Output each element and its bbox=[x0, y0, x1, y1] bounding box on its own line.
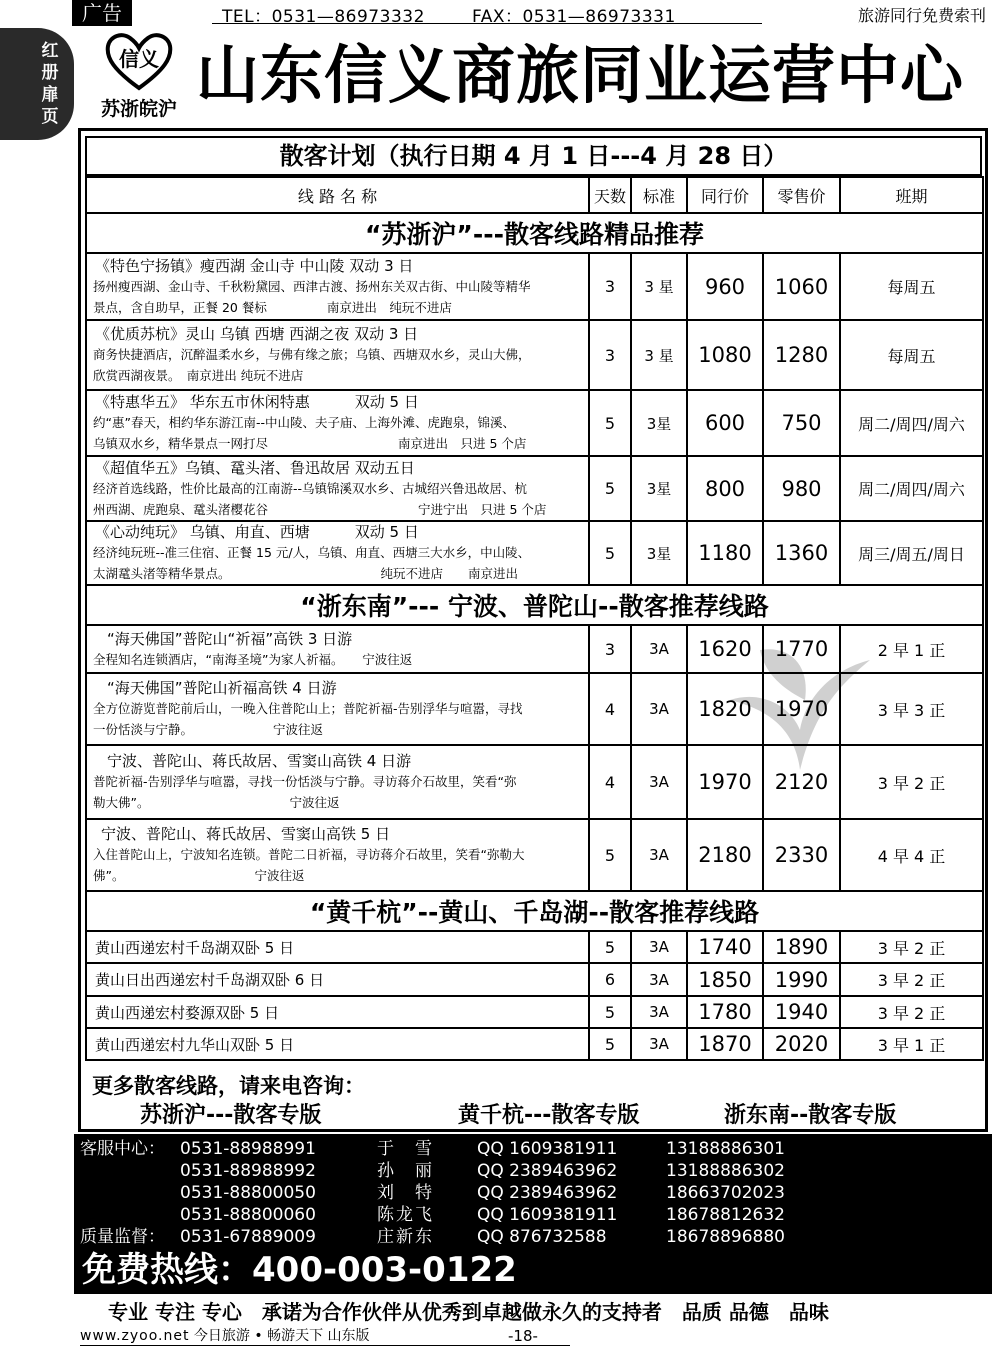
table-row bbox=[86, 673, 983, 745]
route-title: 宁波、普陀山、蒋氏故居、雪窦山高铁 5 日 bbox=[101, 825, 391, 843]
contact-phone: 0531-88988992 bbox=[180, 1161, 316, 1181]
page-title: 山东信义商旅同业运营中心 bbox=[196, 39, 964, 112]
retail-price: 1990 bbox=[763, 963, 840, 996]
days: 5 bbox=[589, 819, 631, 891]
table-row bbox=[86, 253, 983, 320]
footer bbox=[80, 1326, 570, 1346]
schedule: 3 早 3 正 bbox=[840, 673, 983, 745]
col-route: 线 路 名 称 bbox=[86, 177, 589, 213]
section-heading: “苏浙沪”---散客线路精品推荐 bbox=[86, 213, 983, 253]
col-peer-price: 同行价 bbox=[687, 177, 763, 213]
peer-price: 1780 bbox=[687, 996, 763, 1028]
level: 3星 bbox=[631, 521, 687, 585]
retail-price: 1940 bbox=[763, 996, 840, 1028]
retail-price: 1280 bbox=[763, 320, 840, 390]
service-label: 客服中心： bbox=[80, 1139, 165, 1159]
level: 3A bbox=[631, 673, 687, 745]
level: 3A bbox=[631, 625, 687, 673]
route-title: 黄山西递宏村九华山双卧 5 日 bbox=[86, 1028, 589, 1060]
level: 3A bbox=[631, 1028, 687, 1060]
logo-seal-text: 信义 bbox=[119, 47, 159, 71]
days: 3 bbox=[589, 320, 631, 390]
special-edition-3: 浙东南--散客专版 bbox=[724, 1103, 897, 1128]
retail-price: 1770 bbox=[763, 625, 840, 673]
peer-price: 800 bbox=[687, 456, 763, 521]
route-title: 黄山西递宏村婺源双卧 5 日 bbox=[86, 996, 589, 1028]
days: 5 bbox=[589, 521, 631, 585]
retail-price: 1970 bbox=[763, 673, 840, 745]
schedule: 4 早 4 正 bbox=[840, 819, 983, 891]
header-underline bbox=[212, 23, 762, 24]
peer-price: 1180 bbox=[687, 521, 763, 585]
days: 5 bbox=[589, 456, 631, 521]
table-row bbox=[86, 456, 983, 521]
peer-price: 1080 bbox=[687, 320, 763, 390]
contact-mobile: 18663702023 bbox=[666, 1183, 785, 1203]
table-row bbox=[86, 963, 983, 996]
days: 3 bbox=[589, 625, 631, 673]
schedule: 每周五 bbox=[840, 320, 983, 390]
days: 5 bbox=[589, 996, 631, 1028]
level: 3A bbox=[631, 931, 687, 963]
retail-price: 1060 bbox=[763, 253, 840, 320]
retail-price: 1890 bbox=[763, 931, 840, 963]
days: 5 bbox=[589, 390, 631, 456]
route-title: 《心动纯玩》 乌镇、甪直、西塘 双动 5 日 bbox=[95, 523, 419, 541]
contact-qq: QQ 1609381911 bbox=[477, 1139, 618, 1159]
peer-price: 960 bbox=[687, 253, 763, 320]
peer-price: 600 bbox=[687, 390, 763, 456]
table-row bbox=[86, 1028, 983, 1060]
contact-qq: QQ 2389463962 bbox=[477, 1161, 618, 1181]
col-days: 天数 bbox=[589, 177, 631, 213]
schedule: 每周五 bbox=[840, 253, 983, 320]
retail-price: 2120 bbox=[763, 745, 840, 819]
schedule: 周二/周四/周六 bbox=[840, 456, 983, 521]
contact-phone: 0531-67889009 bbox=[180, 1227, 316, 1247]
col-retail-price: 零售价 bbox=[763, 177, 840, 213]
fax: FAX：0531—86973331 bbox=[472, 7, 676, 27]
special-edition-1: 苏浙沪---散客专版 bbox=[140, 1103, 322, 1128]
contact-qq: QQ 2389463962 bbox=[477, 1183, 618, 1203]
table-row bbox=[86, 745, 983, 819]
logo-caption: 苏浙皖沪 bbox=[100, 98, 177, 120]
schedule: 3 早 1 正 bbox=[840, 1028, 983, 1060]
side-tab bbox=[0, 28, 74, 140]
free-hotline: 免费热线：400-003-0122 bbox=[82, 1250, 517, 1290]
contact-qq: QQ 1609381911 bbox=[477, 1205, 618, 1225]
page-number: -18- bbox=[508, 1327, 538, 1345]
section-heading: “黄千杭”--黄山、千岛湖--散客推荐线路 bbox=[86, 891, 983, 931]
route-title: 黄山日出西递宏村千岛湖双卧 6 日 bbox=[86, 963, 589, 996]
days: 4 bbox=[589, 745, 631, 819]
level: 3 星 bbox=[631, 320, 687, 390]
route-desc: 约“惠”春天，相约华东游江南--中山陵、夫子庙、上海外滩、虎跑泉，锦溪、 乌镇双水乡，精华景点一网打尽 南京进出 只进 5 个店 bbox=[93, 415, 527, 451]
table-row bbox=[86, 996, 983, 1028]
level: 3星 bbox=[631, 456, 687, 521]
side-tab-label: 红 册 扉 页 bbox=[41, 41, 59, 127]
level: 3星 bbox=[631, 390, 687, 456]
contact-name: 庄新东 bbox=[377, 1227, 434, 1247]
days: 4 bbox=[589, 673, 631, 745]
days: 3 bbox=[589, 253, 631, 320]
level: 3A bbox=[631, 963, 687, 996]
schedule: 3 早 2 正 bbox=[840, 745, 983, 819]
slogan: 专业 专注 专心 承诺为合作伙伴从优秀到卓越做永久的支持者 品质 品德 品味 bbox=[108, 1300, 829, 1324]
retail-price: 2020 bbox=[763, 1028, 840, 1060]
peer-price: 2180 bbox=[687, 819, 763, 891]
contact-mobile: 18678896880 bbox=[666, 1227, 785, 1247]
table-row bbox=[86, 390, 983, 456]
contact-mobile: 18678812632 bbox=[666, 1205, 785, 1225]
index-label: 旅游同行免费索刊 bbox=[857, 6, 986, 25]
contact-block bbox=[74, 1134, 992, 1294]
days: 6 bbox=[589, 963, 631, 996]
col-schedule: 班期 bbox=[840, 177, 983, 213]
route-title: 《优质苏杭》灵山 乌镇 西塘 西湖之夜 双动 3 日 bbox=[95, 325, 419, 343]
ad-tag: 广告 bbox=[72, 0, 132, 26]
peer-price: 1970 bbox=[687, 745, 763, 819]
heart-logo-icon bbox=[104, 30, 174, 92]
peer-price: 1820 bbox=[687, 673, 763, 745]
section-heading: “浙东南”--- 宁波、普陀山--散客推荐线路 bbox=[86, 585, 983, 625]
schedule: 3 早 2 正 bbox=[840, 996, 983, 1028]
retail-price: 980 bbox=[763, 456, 840, 521]
contact-name: 于 雪 bbox=[377, 1139, 434, 1159]
route-title: 《特色宁扬镇》瘦西湖 金山寺 中山陵 双动 3 日 bbox=[95, 256, 414, 275]
table-row bbox=[86, 521, 983, 585]
schedule: 周二/周四/周六 bbox=[840, 390, 983, 456]
col-level: 标准 bbox=[631, 177, 687, 213]
retail-price: 750 bbox=[763, 390, 840, 456]
schedule-title: 散客计划（执行日期 4 月 1 日---4 月 28 日） bbox=[85, 136, 982, 176]
level: 3 星 bbox=[631, 253, 687, 320]
route-desc: 商务快捷酒店，沉醉温柔水乡，与佛有缘之旅；乌镇、西塘双水乡，灵山大佛， 欣赏西湖夜景。 南京进出 纯玩不进店 bbox=[93, 347, 531, 383]
peer-price: 1740 bbox=[687, 931, 763, 963]
contact-name: 陈龙飞 bbox=[377, 1205, 434, 1225]
route-desc: 普陀祈福-告别浮华与喧嚣，寻找一份恬淡与宁静。寻访蒋介石故里，笑看“弥 勒大佛”。 宁波往返 bbox=[93, 774, 517, 810]
route-table bbox=[85, 176, 984, 1061]
footer-url: www.zyoo.net bbox=[80, 1328, 190, 1344]
route-title: 黄山西递宏村千岛湖双卧 5 日 bbox=[86, 931, 589, 963]
route-desc: 全方位游览普陀前后山，一晚入住普陀山上；普陀祈福-告别浮华与喧嚣，寻找 一份恬淡与宁静。 宁波往返 bbox=[93, 701, 523, 737]
days: 5 bbox=[589, 931, 631, 963]
route-title: “海天佛国”普陀山“祈福”高铁 3 日游 bbox=[107, 629, 353, 648]
route-title: 《特惠华五》 华东五市休闲特惠 双动 5 日 bbox=[95, 393, 419, 411]
peer-price: 1850 bbox=[687, 963, 763, 996]
table-row bbox=[86, 819, 983, 891]
days: 5 bbox=[589, 1028, 631, 1060]
contact-mobile: 13188886302 bbox=[666, 1161, 785, 1181]
level: 3A bbox=[631, 819, 687, 891]
telephone: TEL：0531—86973332 bbox=[222, 7, 425, 27]
quality-label: 质量监督： bbox=[80, 1227, 165, 1247]
route-desc: 经济首选线路，性价比最高的江南游--乌镇锦溪双水乡、古城绍兴鲁迅故居、杭 州西湖、虎跑泉、鼋头渚樱花谷 宁进宁出 只进 5 个店 bbox=[93, 480, 547, 517]
schedule: 2 早 1 正 bbox=[840, 625, 983, 673]
peer-price: 1620 bbox=[687, 625, 763, 673]
table-header bbox=[86, 177, 983, 213]
contact-phone: 0531-88800050 bbox=[180, 1183, 316, 1203]
table-row bbox=[86, 625, 983, 673]
footer-brand: 今日旅游 • 畅游天下 山东版 bbox=[193, 1328, 370, 1344]
table-row bbox=[86, 931, 983, 963]
route-desc: 扬州瘦西湖、金山寺、千秋粉黛园、西津古渡、扬州东关双古街、中山陵等精华 景点，含自助早，正餐 20 餐标 南京进出 纯玩不进店 bbox=[93, 278, 531, 315]
route-title: 宁波、普陀山、蒋氏故居、雪窦山高铁 4 日游 bbox=[107, 752, 412, 770]
retail-price: 2330 bbox=[763, 819, 840, 891]
contact-name: 刘 特 bbox=[377, 1183, 434, 1203]
route-title: “海天佛国”普陀山祈福高铁 4 日游 bbox=[107, 679, 337, 697]
level: 3A bbox=[631, 996, 687, 1028]
more-routes-prompt: 更多散客线路，请来电咨询： bbox=[92, 1074, 365, 1098]
contact-mobile: 13188886301 bbox=[666, 1139, 785, 1159]
contact-qq: QQ 876732588 bbox=[477, 1227, 607, 1247]
schedule: 3 早 2 正 bbox=[840, 963, 983, 996]
level: 3A bbox=[631, 745, 687, 819]
contact-name: 孙 丽 bbox=[377, 1161, 434, 1181]
route-title: 《超值华五》乌镇、鼋头渚、鲁迅故居 双动五日 bbox=[95, 458, 415, 477]
schedule: 周三/周五/周日 bbox=[840, 521, 983, 585]
contact-phone: 0531-88800060 bbox=[180, 1205, 316, 1225]
route-desc: 经济纯玩班--准三住宿、正餐 15 元/人，乌镇、甪直、西塘三大水乡，中山陵、 太湖鼋头渚等精华景点。 纯玩不进店 南京进出 bbox=[93, 545, 531, 581]
peer-price: 1870 bbox=[687, 1028, 763, 1060]
special-edition-2: 黄千杭---散客专版 bbox=[458, 1103, 640, 1128]
top-bar bbox=[72, 0, 992, 26]
retail-price: 1360 bbox=[763, 521, 840, 585]
schedule: 3 早 2 正 bbox=[840, 931, 983, 963]
contact-phone: 0531-88988991 bbox=[180, 1139, 316, 1159]
company-logo bbox=[84, 30, 194, 122]
route-desc: 入住普陀山上，宁波知名连锁。普陀二日祈福，寻访蒋介石故里，笑看“弥勒大 佛”。 宁波往返 bbox=[93, 847, 525, 883]
table-row bbox=[86, 320, 983, 390]
route-desc: 全程知名连锁酒店，“南海圣境”为家人祈福。 宁波往返 bbox=[93, 651, 413, 667]
